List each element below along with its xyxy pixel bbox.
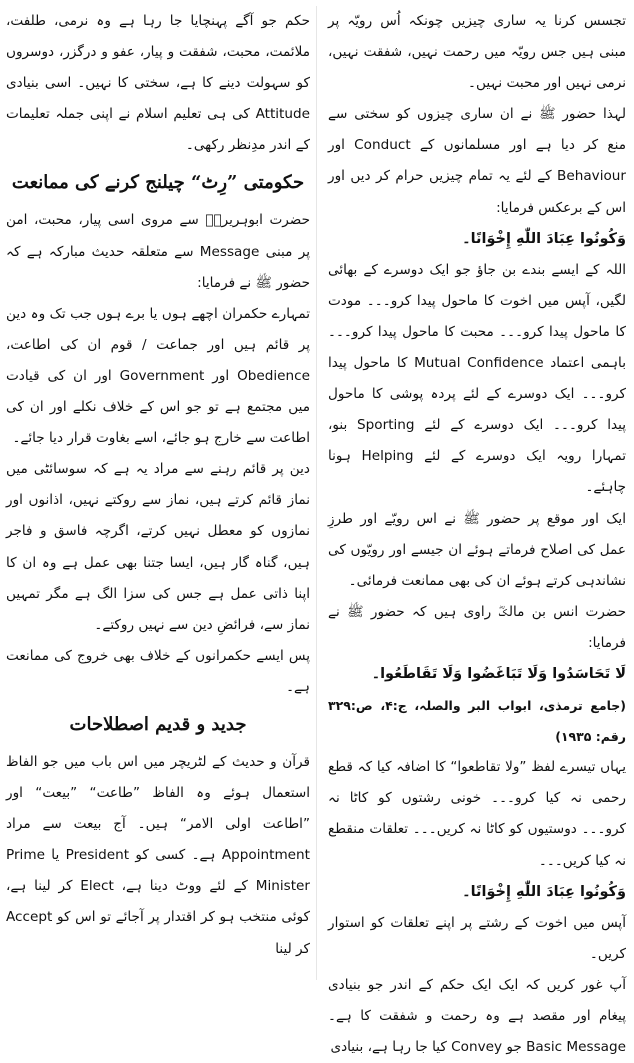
left-column — [6, 6, 310, 965]
paragraph: حکم جو آگے پہنچایا جا رہا ہے وہ نرمی، طلفت، ملائمت، محبت، شفقت و پیار، عفو و درگزر، دوسروں کو سہولت دینے کا ہے، سختی کا نہیں۔ اسی بنیادی Attitude کی ہی تعلیم اسلام نے اپنی جملہ تعلیمات کے اندر مدِنظر رکھی۔ — [6, 13, 310, 154]
paragraph: تمہارے حکمران اچھے ہوں یا برے ہوں جب تک وہ دین پر قائم ہیں اور جماعت / قوم ان کی اطاعت، Obedience اور Government اور ان کی قیادت میں مجتمع ہے تو جو اس کے خلاف نکلے اور ان کی اطاعت سے خارج ہو جائے، اسے بغاوت قرار دیا جائے۔ — [6, 305, 310, 447]
paragraph: آپس میں اخوت کے رشتے پر اپنے تعلقات کو استوار کریں۔ — [328, 914, 626, 962]
paragraph: آپ غور کریں کہ ایک ایک حکم کے اندر جو بنیادی پیغام اور مقصد ہے وہ رحمت و شفقت کا ہے۔ Basic Message جو Convey کیا جا رہا ہے، بنیادی — [328, 976, 626, 1056]
paragraph: پس ایسے حکمرانوں کے خلاف بھی خروج کی ممانعت ہے۔ — [6, 647, 310, 695]
paragraph: ایک اور موقع پر حضور ﷺ نے اس رویّے اور طرزِ عمل کی اصلاح فرماتے ہوئے ان جیسے اور رویّوں کی نشاندہی کرتے ہوئے ان کی بھی ممانعت فرمائی۔ — [328, 510, 626, 589]
arabic-quote: وَكُونُوا عِبَادَ اللّٰهِ إِخْوَانًا۔ — [462, 883, 626, 900]
right-column — [328, 6, 626, 1063]
arabic-quote: وَكُونُوا عِبَادَ اللّٰهِ إِخْوَانًا۔ — [462, 230, 626, 247]
section-heading: حکومتی ”رِٹ“ چیلنج کرنے کی ممانعت — [11, 172, 305, 194]
citation: (جامع ترمذی، ابواب البر والصلہ، ج:۴، ص:۳۲۹ رقم: ۱۹۳۵) — [328, 698, 626, 745]
paragraph: لہذا حضور ﷺ نے ان ساری چیزوں کو سختی سے منع کر دیا ہے اور مسلمانوں کے Conduct اور Behaviour کے لئے یہ تمام چیزیں حرام کر دیں اور اس کے برعکس فرمایا: — [328, 106, 626, 216]
paragraph: دین پر قائم رہنے سے مراد یہ ہے کہ سوسائٹی میں نماز قائم کرتے ہیں، نماز سے روکتے نہیں، اذانوں اور نمازوں کو معطل نہیں کرتے، اگرچہ فاسق و فاجر ہیں، گناہ گار ہیں، ایسا جتنا بھی عمل ہے وہ ان کا اپنا ذاتی عمل ہے جس کی سزا الگ ہے مگر تمہیں نماز سے، فرائضِ دین سے نہیں روکتے۔ — [6, 461, 310, 633]
section-heading: جدید و قدیم اصطلاحات — [69, 713, 247, 735]
paragraph: قرآن و حدیث کے لٹریچر میں اس باب میں جو الفاظ استعمال ہوئے وہ الفاظ ”طاعت“ ”بیعت“ اور ”اطاعت اولی الامر“ ہیں۔ آج بیعت سے مراد Appointment ہے۔ کسی کو President یا Prime Minister کے لئے ووٹ دینا ہے، Elect کر لینا ہے، کوئی منتخب ہو کر اقتدار پر آجائے تو اس کو Accept کر لینا — [6, 753, 310, 957]
paragraph: حضرت انس بن مالکؓ راوی ہیں کہ حضور ﷺ نے فرمایا: — [328, 603, 626, 651]
paragraph: حضرت ابوہریرہؓ سے مروی اسی پیار، محبت، امن پر مبنی Message سے متعلقہ حدیث مبارکہ ہے کہ حضور ﷺ نے فرمایا: — [6, 212, 310, 291]
paragraph: یہاں تیسرے لفظ ”ولا تقاطعوا“ کا اضافہ کیا کہ قطع رحمی نہ کیا کرو۔۔۔ خونی رشتوں کو کاٹا نہ کرو۔۔۔ دوستیوں کو کاٹا نہ کریں۔۔۔ تعلقات منقطع نہ کیا کریں۔۔۔ — [328, 759, 626, 869]
arabic-hadith: لَا تَحَاسَدُوا وَلَا تَبَاغَضُوا وَلَا تَقَاطَعُوا۔ — [371, 665, 626, 682]
paragraph: تجسس کرنا یہ ساری چیزیں چونکہ اُس رویّہ پر مبنی ہیں جس رویّہ میں رحمت نہیں، شفقت نہیں، نرمی نہیں اور محبت نہیں۔ — [328, 13, 626, 92]
paragraph: اللہ کے ایسے بندے بن جاؤ جو ایک دوسرے کے بھائی لگیں، آپس میں اخوت کا ماحول پیدا کرو۔۔۔ مودت کا ماحول پیدا کرو۔۔۔ محبت کا ماحول پیدا کرو۔۔۔ باہمی اعتماد Mutual Confidence کا ماحول پیدا کرو۔۔۔ ایک دوسرے کے لئے پردہ پوشی کا ماحول پیدا کرو۔۔۔ ایک دوسرے کے لئے Sporting بنو، تمہارا رویہ ایک دوسرے کے لئے Helping ہونا چاہئے۔ — [328, 261, 627, 496]
column-divider — [316, 6, 317, 980]
